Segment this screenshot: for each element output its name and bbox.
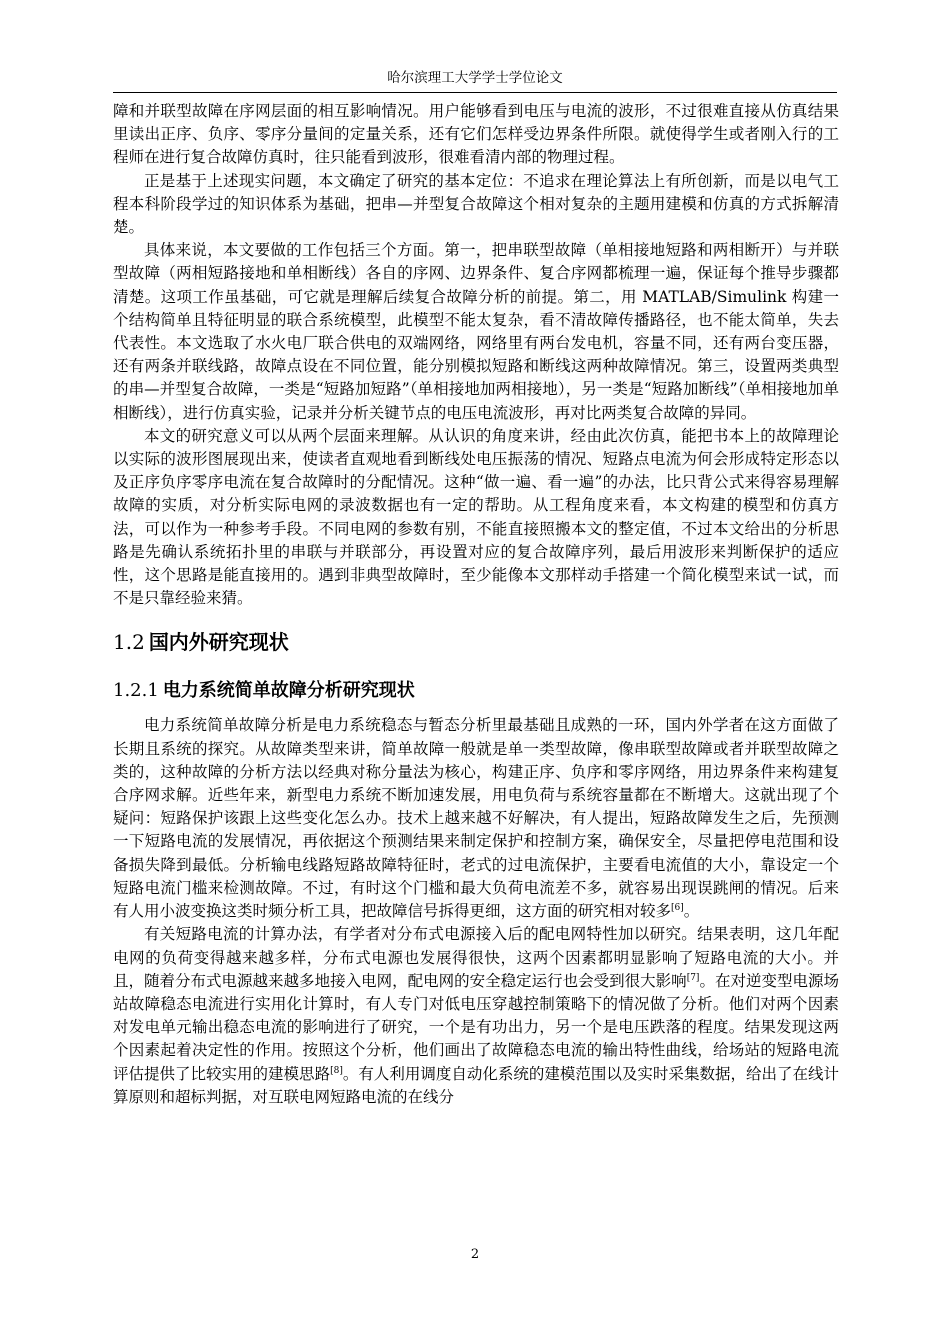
paragraph-simple-fault-analysis: [113, 714, 839, 923]
section-title: 国内外研究现状: [148, 630, 289, 655]
paragraph-text-3: 。有人利用调度自动化系统的建模范围以及实时采集数据，给出了在线计算原则和超标判据，对互联电网短路电流的在线分: [113, 1064, 839, 1106]
subsection-number: 1.2.1: [113, 680, 159, 702]
header-rule: [113, 92, 837, 93]
page-body: [113, 100, 839, 1109]
section-heading: [113, 628, 839, 656]
subsection-heading: [113, 678, 839, 704]
page-number: 2: [470, 1247, 480, 1262]
subsection-title: 电力系统简单故障分析研究现状: [162, 680, 415, 702]
paragraph-continued: 障和并联型故障在序网层面的相互影响情况。用户能够看到电压与电流的波形，不过很难直接从仿真结果里读出正序、负序、零序分量间的定量关系，还有它们怎样受边界条件所限。就使得学生或者刚入行的工程师在进行复合故障仿真时，往只能看到波形，很难看清内部的物理过程。: [113, 102, 839, 167]
paragraph-text-1: 有关短路电流的计算办法，有学者对分布式电源接入后的配电网特性加以研究。结果表明，这几年配电网的负荷变得越来越多样，分布式电源也发展得很快，这两个因素都明显影响了短路电流的大小。并且，随着分布式电源越来越多地接入电网，配电网的安全稳定运行也会受到很大影响: [113, 925, 839, 990]
paragraph-text: 电力系统简单故障分析是电力系统稳态与暂态分析里最基础且成熟的一环，国内外学者在这方面做了长期且系统的探究。从故障类型来讲，简单故障一般就是单一类型故障，像串联型故障或者并联型故障之类的，这种故障的分析方法以经典对称分量法为核心，构建正序、负序和零序网络，用边界条件来构建复合序网求解。近些年来，新型电力系统不断加速发展，用电负荷与系统容量都在不断增大。这就出现了个疑问：短路保护该跟上这些变化怎么办。技术上越来越不好解决，有人提出，短路故障发生之后，先预测一下短路电流的发展情况，再依据这个预测结果来制定保护和控制方案，确保安全，尽量把停电范围和设备损失降到最低。分析输电线路短路故障特征时，老式的过电流保护，主要看电流值的大小，靠设定一个短路电流门槛来检测故障。不过，有时这个门槛和最大负荷电流差不多，就容易出现误跳闸的情况。后来有人用小波变换这类时频分析工具，把故障信号拆得更细，这方面的研究相对较多: [113, 716, 839, 921]
paragraph-research-positioning: 正是基于上述现实问题，本文确定了研究的基本定位：不追求在理论算法上有所创新，而是以电气工程本科阶段学过的知识体系为基础，把串—并型复合故障这个相对复杂的主题用建模和仿真的方式拆解清楚。: [113, 171, 839, 237]
paragraph-research-tasks: 具体来说，本文要做的工作包括三个方面。第一，把串联型故障（单相接地短路和两相断开）与并联型故障（两相短路接地和单相断线）各自的序网、边界条件、复合序网都梳理一遍，保证每个推导步骤都清楚。这项工作虽基础，可它就是理解后续复合故障分析的前提。第二，用 MATLAB/Simulink 构建一个结构简单且特征明显的联合系统模型，此模型不能太复杂，看不清故障传播路径，也不能太简单，失去代表性。本文选取了水火电厂联合供电的双端网络，网络里有两台发电机，容量不同，还有两台变压器，还有两条并联线路，故障点设在不同位置，能分别模拟短路和断线这两种故障情况。第三，设置两类典型的串—并型复合故障，一类是“短路加短路”（单相接地加两相接地），另一类是“短路加断线”（单相接地加单相断线），进行仿真实验，记录并分析关键节点的电压电流波形，再对比两类复合故障的异同。: [113, 241, 839, 422]
citation-6: [6]: [671, 903, 684, 914]
section-number: 1.2: [113, 630, 145, 655]
paragraph-text-2: 。在对逆变型电源场站故障稳态电流进行实用化计算时，有人专门对低电压穿越控制策略下的情况做了分析。他们对两个因素对发电单元输出稳态电流的影响进行了研究，一个是有功出力，另一个是电压跌落的程度。结果发现这两个因素起着决定性的作用。按照这个分析，他们画出了故障稳态电流的输出特性曲线，给场站的短路电流评估提供了比较实用的建模思路: [113, 971, 839, 1083]
paragraph-end: 。: [683, 902, 700, 921]
citation-7: [7]: [686, 972, 700, 983]
running-header: 哈尔滨理工大学学士学位论文: [387, 70, 563, 86]
paragraph-short-circuit-calculation: [113, 923, 839, 1109]
citation-8: [8]: [330, 1065, 343, 1076]
paragraph-research-significance: 本文的研究意义可以从两个层面来理解。从认识的角度来讲，经由此次仿真，能把书本上的故障理论以实际的波形图展现出来，使读者直观地看到断线处电压振荡的情况、短路点电流为何会形成特定形态以及正序负序零序电流在复合故障时的分配情况。这种“做一遍、看一遍”的办法，比只背公式来得容易理解故障的实质，对分析实际电网的录波数据也有一定的帮助。从工程角度来看，本文构建的模型和仿真方法，可以作为一种参考手段。不同电网的参数有别，不能直接照搬本文的整定值，不过本文给出的分析思路是先确认系统拓扑里的串联与并联部分，再设置对应的复合故障序列，最后用波形来判断保护的适应性，这个思路是能直接用的。遇到非典型故障时，至少能像本文那样动手搭建一个简化模型来试一试，而不是只靠经验来猜。: [113, 426, 839, 608]
